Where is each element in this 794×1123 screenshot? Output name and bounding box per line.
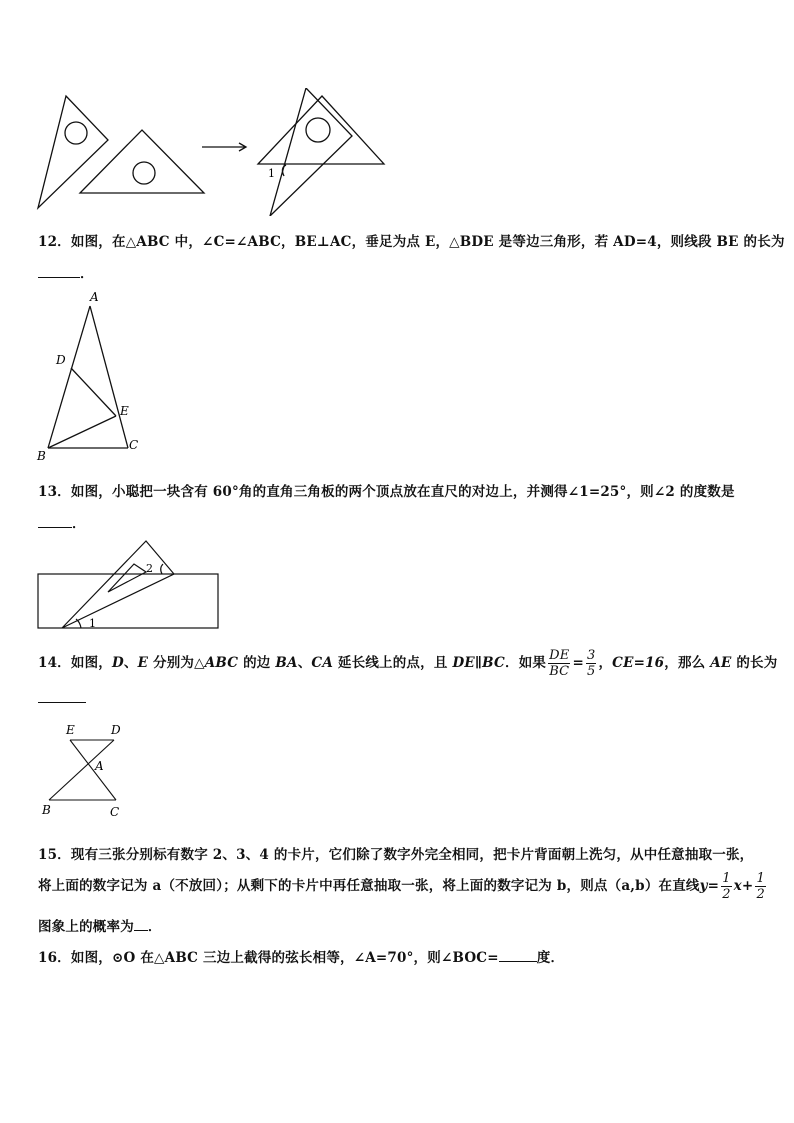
question-12 <box>38 230 785 250</box>
q14-frac1-den: BC <box>549 664 570 679</box>
angle-2-arc <box>161 564 163 574</box>
figure-set-squares <box>30 88 400 216</box>
q15-f2-num: 1 <box>756 871 765 886</box>
q14-number: 14． <box>38 655 71 671</box>
q14-eq: = <box>572 655 584 671</box>
q14-text-d: 延长线上的点，且 <box>333 655 453 671</box>
q16-end: 度． <box>536 950 565 966</box>
left-set-square <box>38 96 108 208</box>
q14-text-b: 分别为△ <box>148 655 205 671</box>
q15-f2-den: 2 <box>756 887 765 902</box>
q14-var-ba: BA <box>275 655 298 671</box>
q14-var-e: E <box>137 655 149 671</box>
q14-text-g: ，那么 <box>664 655 711 671</box>
q15-eq: = <box>707 878 720 894</box>
q14-var-debc: DE∥BC <box>452 655 505 671</box>
q14-frac2-den: 5 <box>586 664 596 679</box>
q14-var-d: D <box>112 655 124 671</box>
q14-label-a: A <box>95 759 104 773</box>
q15-line3-text: 图象上的概率为 <box>38 919 134 935</box>
q14-answer-blank[interactable] <box>38 690 86 703</box>
question-15-line2 <box>38 871 768 902</box>
right-set-square-hole <box>306 118 330 142</box>
q14-label-d: D <box>111 723 121 737</box>
left-set-square-hole <box>65 122 87 144</box>
q14-text-h: 的长为 <box>731 655 778 671</box>
q13-answer-blank[interactable] <box>38 515 72 528</box>
q13-end: ． <box>72 516 86 532</box>
q15-fraction-2 <box>755 871 765 902</box>
q15-line1: 现有三张分别标有数字 2、3、4 的卡片，它们除了数字外完全相同，把卡片背面朝上洗匀，从中任意抽取一张， <box>70 847 754 863</box>
q13-text: 如图，小聪把一块含有 60°角的直角三角板的两个顶点放在直尺的对边上，并测得∠1=25°，则∠2 的度数是 <box>70 484 735 500</box>
q12-text: 如图，在△ABC 中，∠C=∠ABC，BE⊥AC，垂足为点 E，△BDE 是等边三角形，若 AD=4，则线段 BE 的长为 <box>70 234 785 250</box>
question-14-answer-line <box>38 690 86 707</box>
q13-label-1: 1 <box>89 617 96 630</box>
outer-triangle <box>62 541 174 628</box>
figure-q13-ruler <box>34 538 224 634</box>
q14-fraction-de-bc <box>548 648 570 679</box>
figure-q14-hourglass <box>36 720 136 822</box>
q14-var-abc: ABC <box>204 655 239 671</box>
q12-answer-blank[interactable] <box>38 265 80 278</box>
question-15 <box>38 843 753 863</box>
q12-label-b: B <box>37 449 46 463</box>
q14-label-e: E <box>66 723 75 737</box>
q12-label-a: A <box>90 290 99 304</box>
q15-fraction-1 <box>721 871 731 902</box>
q16-number: 16． <box>38 950 71 966</box>
q15-var-y: y <box>699 878 708 894</box>
q14-text-e: ．如果 <box>505 655 547 671</box>
q15-answer-blank[interactable] <box>134 918 148 931</box>
angle-1-arc <box>282 165 286 176</box>
angle-1-label: 1 <box>268 167 275 180</box>
q14-fraction-3-5 <box>586 648 596 679</box>
q14-text-a: 如图， <box>70 655 112 671</box>
q15-var-x: x+ <box>733 878 754 894</box>
q14-text-f: ， <box>598 655 613 671</box>
right-set-square-flat <box>258 96 384 164</box>
q14-var-ae: AE <box>710 655 732 671</box>
q12-label-d: D <box>56 353 66 367</box>
q14-sep2: 、 <box>297 655 312 671</box>
q14-var-ce: CE=16 <box>612 655 665 671</box>
question-15-line3 <box>38 915 162 935</box>
q14-var-ca: CA <box>311 655 334 671</box>
q12-label-e: E <box>120 404 129 418</box>
q14-frac2-num: 3 <box>586 648 596 663</box>
figure-q12-triangle <box>32 288 147 466</box>
question-14 <box>38 648 777 679</box>
q14-sep1: 、 <box>123 655 138 671</box>
q16-answer-blank[interactable] <box>499 949 537 962</box>
inner-triangle <box>108 564 146 592</box>
q13-label-2: 2 <box>146 562 153 575</box>
q13-number: 13． <box>38 484 71 500</box>
q14-label-c: C <box>110 805 120 819</box>
q12-number: 12． <box>38 234 71 250</box>
q16-text: 如图，⊙O 在△ABC 三边上截得的弦长相等，∠A=70°，则∠BOC= <box>70 950 499 966</box>
q15-number: 15． <box>38 847 71 863</box>
question-12-answer-line <box>38 262 94 282</box>
question-13-answer-line <box>38 512 86 532</box>
middle-set-square-hole <box>133 162 155 184</box>
q15-f1-den: 2 <box>722 887 731 902</box>
q14-frac1-num: DE <box>549 648 570 663</box>
q12-end: ． <box>80 266 94 282</box>
question-16 <box>38 946 564 966</box>
q15-end: ． <box>147 919 162 935</box>
q14-text-c: 的边 <box>238 655 276 671</box>
q12-label-c: C <box>129 438 139 452</box>
question-13 <box>38 480 735 500</box>
q15-f1-num: 1 <box>722 871 731 886</box>
q15-line2-text: 将上面的数字记为 a（不放回）；从剩下的卡片中再任意抽取一张，将上面的数字记为 b，则点（a,b）在直线 <box>38 878 700 894</box>
q14-label-b: B <box>42 803 51 817</box>
